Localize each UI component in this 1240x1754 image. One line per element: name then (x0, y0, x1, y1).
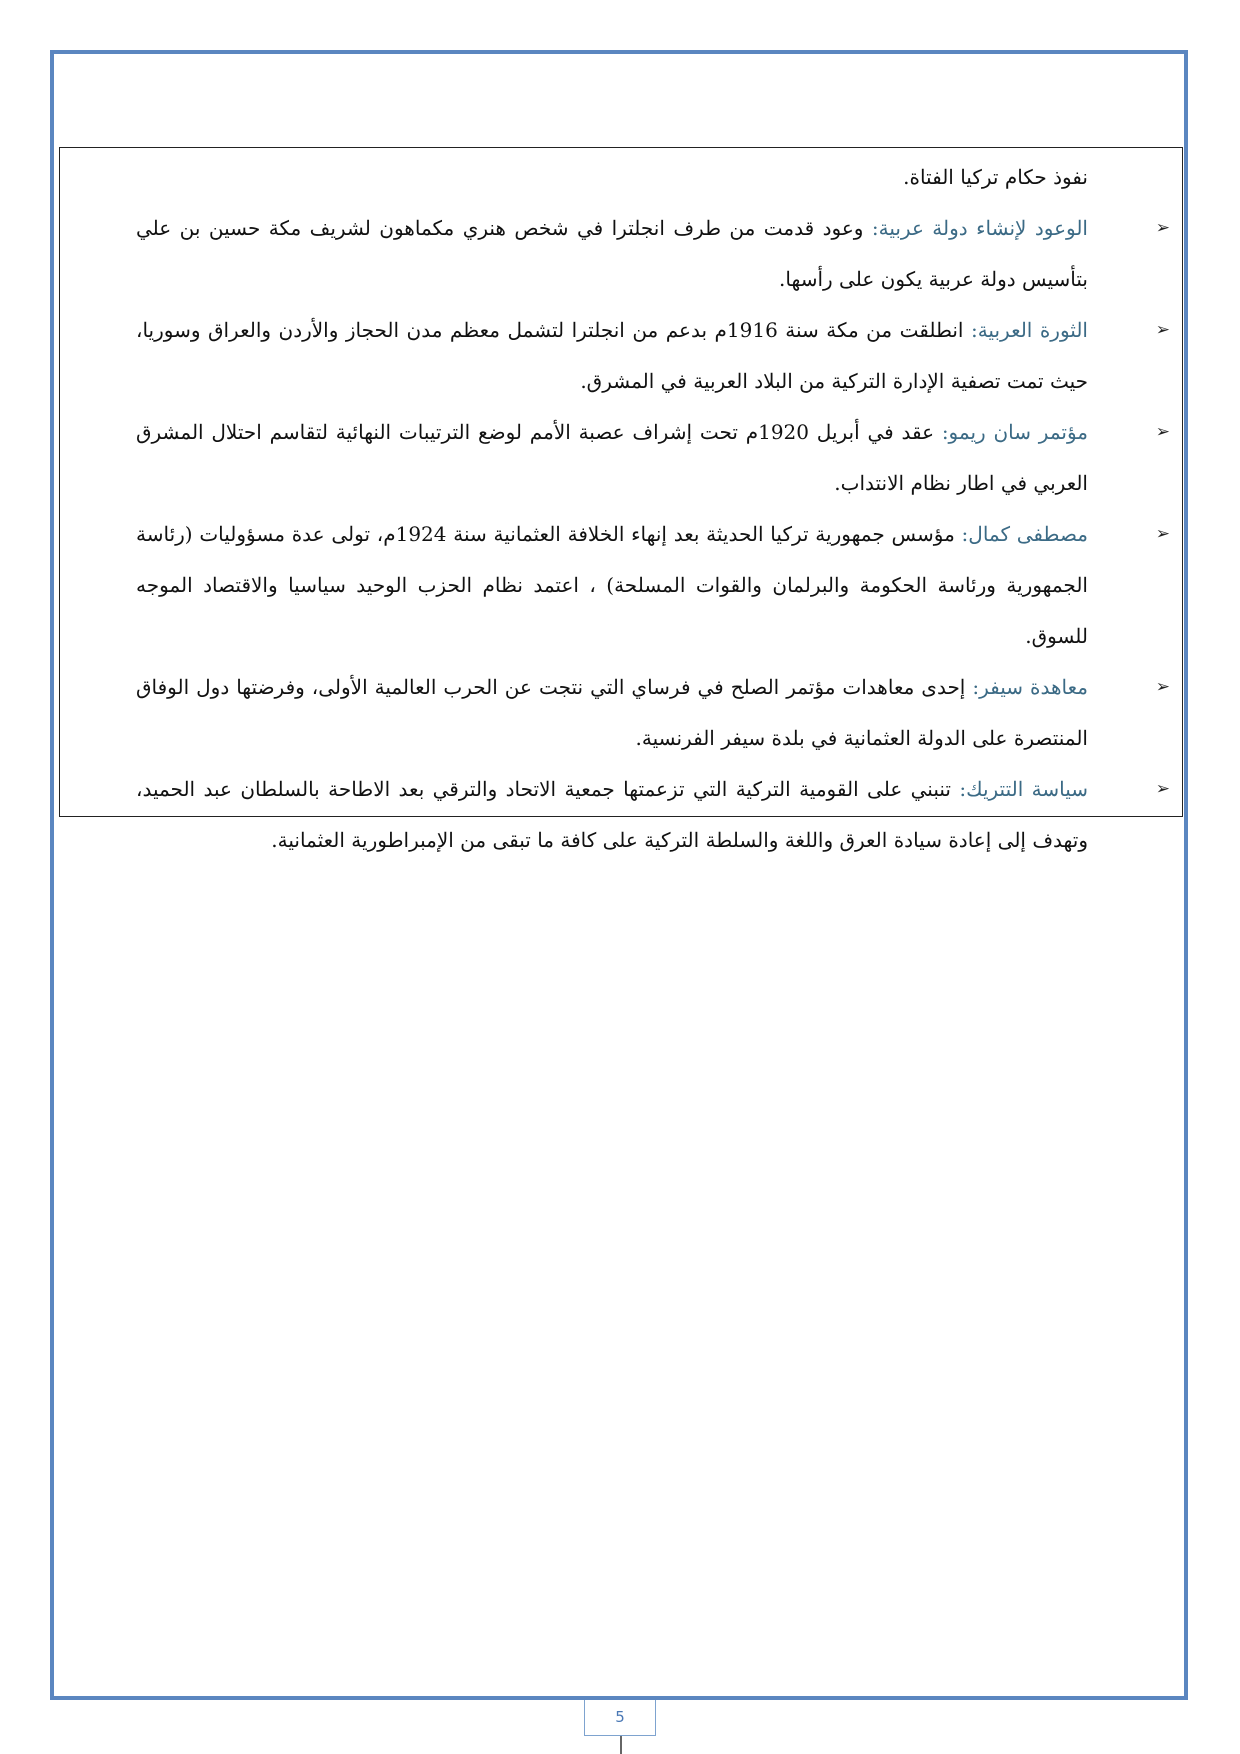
glossary-entry (136, 407, 1170, 509)
glossary-entry (136, 305, 1170, 407)
arrow-bullet-icon: ➢ (1155, 218, 1170, 238)
entry-term: مؤتمر سان ريمو: (941, 420, 1088, 444)
entry-term: سياسة التتريك: (959, 777, 1089, 801)
arrow-bullet-icon: ➢ (1155, 422, 1170, 442)
glossary-entry (136, 764, 1170, 866)
entry-term: الثورة العربية: (970, 318, 1088, 342)
entry-term: الوعود لإنشاء دولة عربية: (871, 216, 1088, 240)
arrow-bullet-icon: ➢ (1155, 524, 1170, 544)
entry-text: وعود قدمت من طرف انجلترا في شخص هنري مكماهون لشريف مكة حسين بن علي بتأسيس دولة عربية يكون على رأسها. (136, 216, 1088, 291)
entry-text: انطلقت من مكة سنة 1916م بدعم من انجلترا لتشمل معظم مدن الحجاز والأردن والعراق وسوريا، حيث تمت تصفية الإدارة التركية من البلاد العربية في المشرق. (136, 318, 1088, 393)
arrow-bullet-icon: ➢ (1155, 677, 1170, 697)
entry-text: مؤسس جمهورية تركيا الحديثة بعد إنهاء الخلافة العثمانية سنة 1924م، تولى عدة مسؤوليات (رئاسة الجمهورية ورئاسة الحكومة والبرلمان والقوات المسلحة) ، اعتمد نظام الحزب الوحيد سياسيا والاقتصاد الموجه للسوق. (136, 522, 1088, 648)
arrow-bullet-icon: ➢ (1155, 320, 1170, 340)
arrow-bullet-icon: ➢ (1155, 779, 1170, 799)
entry-text: تنبني على القومية التركية التي تزعمتها جمعية الاتحاد والترقي بعد الاطاحة بالسلطان عبد الحميد، وتهدف إلى إعادة سيادة العرق واللغة والسلطة التركية على كافة ما تبقى من الإمبراطورية العثمانية. (136, 777, 1088, 852)
entry-term: معاهدة سيفر: (972, 675, 1088, 699)
glossary-entry (136, 203, 1170, 305)
glossary-entry (136, 509, 1170, 662)
entry-text: إحدى معاهدات مؤتمر الصلح في فرساي التي نتجت عن الحرب العالمية الأولى، وفرضتها دول الوفاق المنتصرة على الدولة العثمانية في بلدة سيفر الفرنسية. (136, 675, 1088, 750)
intro-line: نفوذ حكام تركيا الفتاة. (903, 165, 1088, 189)
page-number-stem (620, 1736, 622, 1754)
glossary-box (59, 147, 1183, 852)
entry-term: مصطفى كمال: (961, 522, 1088, 546)
glossary-entry (136, 662, 1170, 764)
entry-text: عقد في أبريل 1920م تحت إشراف عصبة الأمم لوضع الترتيبات النهائية لتقاسم احتلال المشرق العربي في اطار نظام الانتداب. (136, 420, 1088, 495)
page-number: 5 (584, 1700, 656, 1736)
